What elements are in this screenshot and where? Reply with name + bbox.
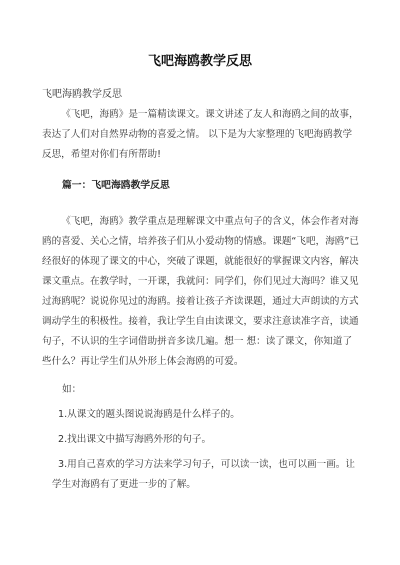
intro-paragraph: 《飞吧，海鸥》是一篇精读课文。课文讲述了友人和海鸥之间的故事，表达了人们对自然界动物的喜爱之情。 以下是为大家整理的飞吧海鸥教学反思，希望对你们有所帮助! xyxy=(42,109,359,160)
list-item: 2.找出课文中描写海鸥外形的句子。 xyxy=(58,434,212,445)
list-item: 1.从课文的题头图说说海鸥是什么样子的。 xyxy=(58,409,240,420)
section-body-paragraph: 《飞吧，海鸥》教学重点是理解课文中重点句子的含义，体会作者对海鸥的喜爱、关心之情，培养孩子们从小爱动物的情感。课题“飞吧，海鸥”已经很好的体现了课文的中心，突破了课题，就能很好的掌握课文内容，解决课文重点。在教学时，一开课，我就问：同学们，你们见过大海吗？谁又见过海鸥呢？说说你见过的海鸥。接着让孩子齐读课题，通过大声朗读的方式调动学生的积极性。接着，我让学生自由读课文，要求注意读准字音，读通句子，不认识的生字词借助拼音多读几遍。想一 想：读了课文，你知道了些什么？再让学生们从外形上体会海鸥的可爱。 xyxy=(42,216,359,367)
document-title: 飞吧海鸥教学反思 xyxy=(147,54,252,69)
section-heading: 篇一：飞吧海鸥教学反思 xyxy=(62,180,170,191)
document-subtitle: 飞吧海鸥教学反思 xyxy=(42,89,122,100)
example-intro: 如： xyxy=(62,384,82,395)
list-item: 3.用自己喜欢的学习方法来学习句子，可以读一读，也可以画一画。让学生对海鸥有了更进一步的了解。 xyxy=(52,459,355,490)
